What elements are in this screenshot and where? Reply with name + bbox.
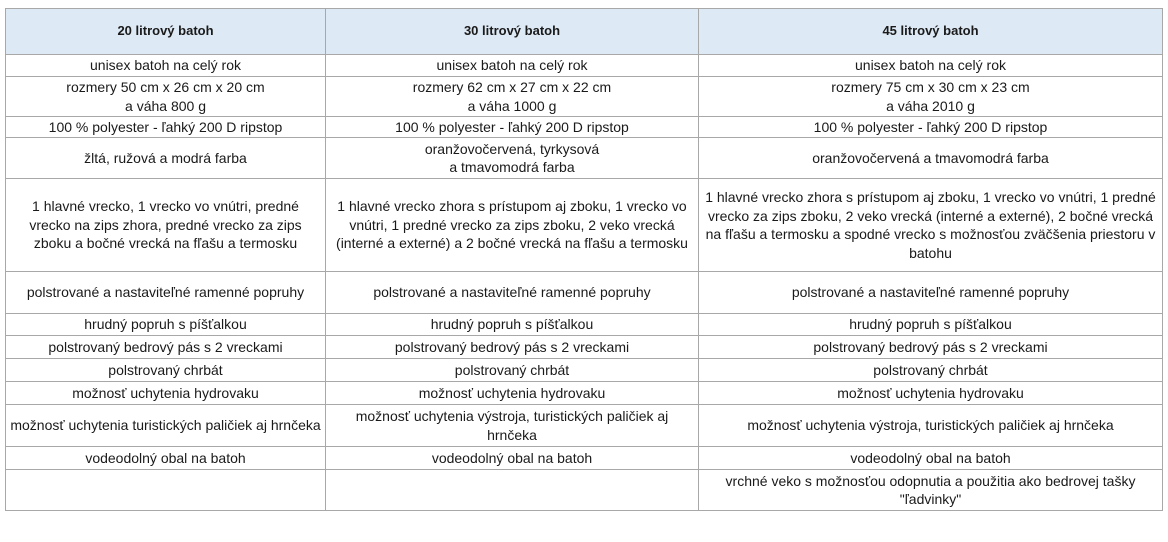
cell-20l: polstrované a nastaviteľné ramenné popruhy xyxy=(6,272,326,314)
cell-20l: 1 hlavné vrecko, 1 vrecko vo vnútri, predné vrecko na zips zhora, predné vrecko za zips zboku a bočné vrecká na fľašu a termosku xyxy=(6,179,326,272)
cell-30l: 1 hlavné vrecko zhora s prístupom aj zboku, 1 vrecko vo vnútri, 1 predné vrecko za zips zboku, 2 veko vrecká (interné a externé) a 2 bočné vrecká na fľašu a termosku xyxy=(326,179,699,272)
cell-45l: vrchné veko s možnosťou odopnutia a použitia ako bedrovej tašky "ľadvinky" xyxy=(699,470,1163,511)
backpack-comparison-table xyxy=(5,8,1163,511)
cell-45l: možnosť uchytenia hydrovaku xyxy=(699,382,1163,405)
cell-20l xyxy=(6,470,326,511)
table-row xyxy=(6,77,1163,117)
table-row xyxy=(6,359,1163,382)
table-row xyxy=(6,470,1163,511)
cell-20l: rozmery 50 cm x 26 cm x 20 cm a váha 800 g xyxy=(6,77,326,117)
cell-30l: unisex batoh na celý rok xyxy=(326,55,699,77)
table-row xyxy=(6,272,1163,314)
cell-20l: možnosť uchytenia hydrovaku xyxy=(6,382,326,405)
cell-30l: vodeodolný obal na batoh xyxy=(326,447,699,470)
cell-30l: možnosť uchytenia výstroja, turistických paličiek aj hrnčeka xyxy=(326,405,699,447)
cell-20l: hrudný popruh s píšťalkou xyxy=(6,314,326,336)
cell-30l: rozmery 62 cm x 27 cm x 22 cm a váha 1000 g xyxy=(326,77,699,117)
table-row xyxy=(6,179,1163,272)
cell-45l: 1 hlavné vrecko zhora s prístupom aj zboku, 1 vrecko vo vnútri, 1 predné vrecko za zips zboku, 2 veko vrecká (interné a externé), 2 bočné vrecká na fľašu a termosku a spodné vrecko s možnosťou zväčšenia priestoru v batohu xyxy=(699,179,1163,272)
cell-30l xyxy=(326,470,699,511)
cell-45l: unisex batoh na celý rok xyxy=(699,55,1163,77)
table-row xyxy=(6,117,1163,138)
table-row xyxy=(6,405,1163,447)
table-row xyxy=(6,336,1163,359)
cell-45l: oranžovočervená a tmavomodrá farba xyxy=(699,138,1163,179)
cell-30l: polstrovaný chrbát xyxy=(326,359,699,382)
cell-30l: polstrovaný bedrový pás s 2 vreckami xyxy=(326,336,699,359)
cell-30l: 100 % polyester - ľahký 200 D ripstop xyxy=(326,117,699,138)
table-body xyxy=(6,55,1163,511)
cell-45l: možnosť uchytenia výstroja, turistických paličiek aj hrnčeka xyxy=(699,405,1163,447)
table-row xyxy=(6,382,1163,405)
table-row xyxy=(6,314,1163,336)
cell-20l: žltá, ružová a modrá farba xyxy=(6,138,326,179)
cell-45l: rozmery 75 cm x 30 cm x 23 cm a váha 2010 g xyxy=(699,77,1163,117)
cell-20l: polstrovaný chrbát xyxy=(6,359,326,382)
table-row xyxy=(6,55,1163,77)
comparison-table-wrapper xyxy=(5,8,1163,511)
header-30l: 30 litrový batoh xyxy=(326,9,699,55)
cell-30l: polstrované a nastaviteľné ramenné popruhy xyxy=(326,272,699,314)
table-row xyxy=(6,447,1163,470)
header-20l: 20 litrový batoh xyxy=(6,9,326,55)
cell-20l: 100 % polyester - ľahký 200 D ripstop xyxy=(6,117,326,138)
cell-45l: vodeodolný obal na batoh xyxy=(699,447,1163,470)
table-row xyxy=(6,138,1163,179)
table-header xyxy=(6,9,1163,55)
cell-20l: unisex batoh na celý rok xyxy=(6,55,326,77)
cell-45l: polstrované a nastaviteľné ramenné popruhy xyxy=(699,272,1163,314)
cell-20l: možnosť uchytenia turistických paličiek aj hrnčeka xyxy=(6,405,326,447)
cell-30l: oranžovočervená, tyrkysová a tmavomodrá farba xyxy=(326,138,699,179)
header-row xyxy=(6,9,1163,55)
cell-45l: hrudný popruh s píšťalkou xyxy=(699,314,1163,336)
cell-20l: vodeodolný obal na batoh xyxy=(6,447,326,470)
cell-45l: 100 % polyester - ľahký 200 D ripstop xyxy=(699,117,1163,138)
cell-45l: polstrovaný chrbát xyxy=(699,359,1163,382)
cell-45l: polstrovaný bedrový pás s 2 vreckami xyxy=(699,336,1163,359)
header-45l: 45 litrový batoh xyxy=(699,9,1163,55)
cell-30l: možnosť uchytenia hydrovaku xyxy=(326,382,699,405)
cell-30l: hrudný popruh s píšťalkou xyxy=(326,314,699,336)
cell-20l: polstrovaný bedrový pás s 2 vreckami xyxy=(6,336,326,359)
